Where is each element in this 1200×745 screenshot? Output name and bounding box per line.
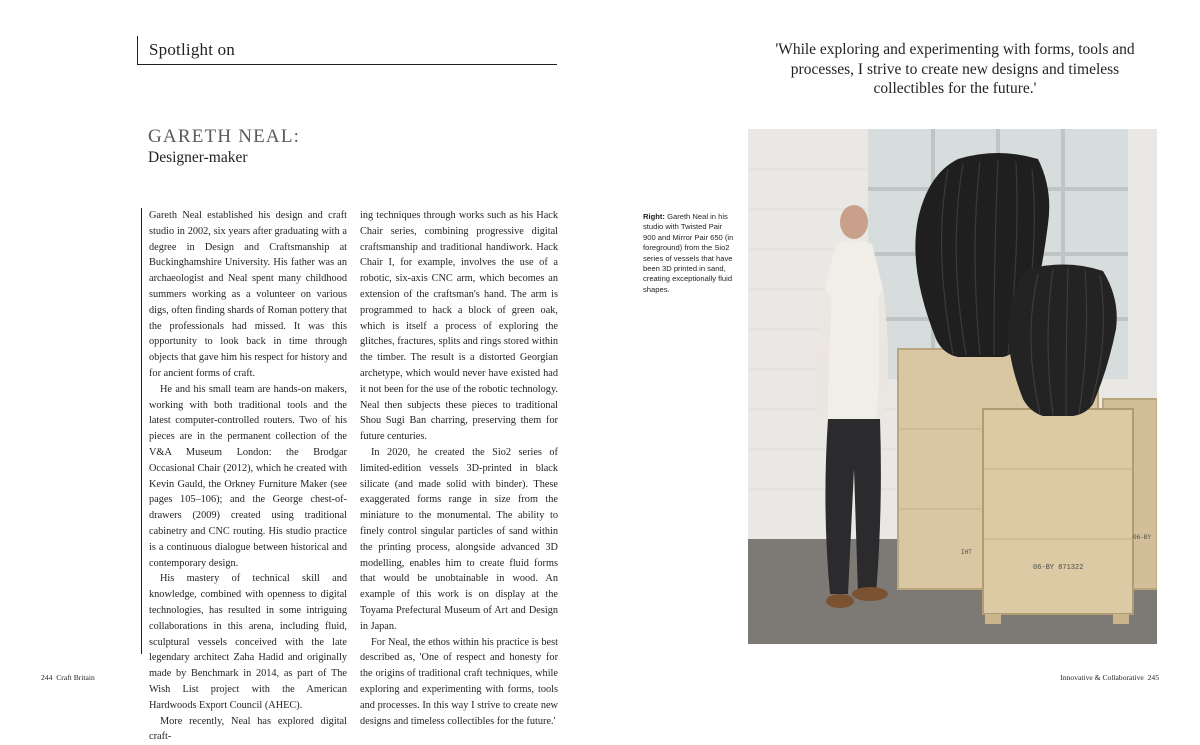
body-paragraph: His mastery of technical skill and knowledge, combined with openness to digital technologies, has resulted in some intriguing collaborations in this arena, including fluid, sculptural vessels conceived with the late legendary architect Zaha Hadid and originally made by Benchmark in 2014, as part of The Wish List project with the American Hardwoods Export Council (AHEC). xyxy=(149,571,347,713)
page-number: 244 xyxy=(41,673,52,682)
pull-quote: 'While exploring and experimenting with forms, tools and processes, I strive to create new designs and timeless collectibles for the future.' xyxy=(760,40,1150,99)
caption-text: Gareth Neal in his studio with Twisted Pair 900 and Mirror Pair 650 (in foreground) from the Sio2 series of vessels that have been 3D printed in sand, creating exceptionally fluid shapes. xyxy=(643,212,733,294)
crate-stencil: 06-BY 871322 xyxy=(1033,564,1083,572)
article-subtitle: Designer-maker xyxy=(148,149,248,167)
footer-left xyxy=(41,673,95,682)
photo-caption xyxy=(643,212,735,295)
front-crate xyxy=(983,409,1133,614)
body-paragraph: In 2020, he created the Sio2 series of limited-edition vessels 3D-printed in black silicate (and made solid with binder). These exaggerated forms range in size from the miniature to the monumental. The ability to finely control singular particles of sand within the printing process, alongside advanced 3D modelling, enables him to create fluid forms that would be unobtainable in wood. An example of this work is on display at the Toyama Prefectural Museum of Art and Design in Japan. xyxy=(360,445,558,635)
article-title: GARETH NEAL: xyxy=(148,126,300,148)
body-paragraph: More recently, Neal has explored digital craft- xyxy=(149,714,347,745)
crate-stencil: 06-BY xyxy=(1133,534,1151,541)
page-number: 245 xyxy=(1148,673,1159,682)
body-paragraph: He and his small team are hands-on makers, working with both traditional tools and the latest computer-controlled routers. Two of his pieces are in the permanent collection of the V&A Museum London: the Brodgar Occasional Chair (2012), which he created with Kevin Gauld, the Orkney Furniture Maker (see pages 105–106); and the George chest-of-drawers (2009) created using traditional cabinetry and CNC routing. His studio practice is a continuous dialogue between historical and contemporary design. xyxy=(149,382,347,572)
section-label: Spotlight on xyxy=(149,40,235,60)
studio-photo xyxy=(748,129,1157,644)
body-column-1 xyxy=(149,208,347,745)
studio-photo-illustration xyxy=(748,129,1157,644)
book-title: Craft Britain xyxy=(56,673,95,682)
section-header xyxy=(137,36,557,66)
body-paragraph: ing techniques through works such as his Hack Chair series, combining progressive digital craftsmanship and traditional handiwork. Hack Chair I, for example, involves the use of a robotic, six-axis CNC arm, which becomes an extension of the craftsman's hand. The arm is programmed to hack a block of green oak, which is itself a process of exploring the glitches, fractures, splits and rings stored within the timber. The result is a distorted Georgian archetype, which would never have existed had it not been for the use of the robotic technology. Neal then subjects these pieces to traditional Shou Sugi Ban charring, preserving them for future centuries. xyxy=(360,208,558,445)
footer-right xyxy=(1060,673,1159,682)
caption-lead: Right: xyxy=(643,212,665,221)
chapter-title: Innovative & Collaborative xyxy=(1060,673,1144,682)
header-underline xyxy=(137,64,557,65)
body-paragraph: Gareth Neal established his design and craft studio in 2002, six years after graduating with a degree in Design and Craftsmanship at Buckinghamshire University. His father was an archaeologist and Neal spent many childhood summers working as a volunteer on various digs, often finding shards of Roman pottery that the professionals had missed. It was this opportunity to look back in time through objects that gave him his respect for history and for ancient forms of craft. xyxy=(149,208,347,382)
crate-stencil: IHT xyxy=(961,549,972,556)
header-vertical-rule xyxy=(137,36,138,65)
body-paragraph: For Neal, the ethos within his practice is best described as, 'One of respect and honesty for the origins of traditional craft techniques, while exploring and experimenting with forms, tools and processes. In this way I strive to create new designs and timeless collectibles for the future.' xyxy=(360,635,558,730)
column-rule xyxy=(141,208,142,654)
body-column-2 xyxy=(360,208,558,729)
